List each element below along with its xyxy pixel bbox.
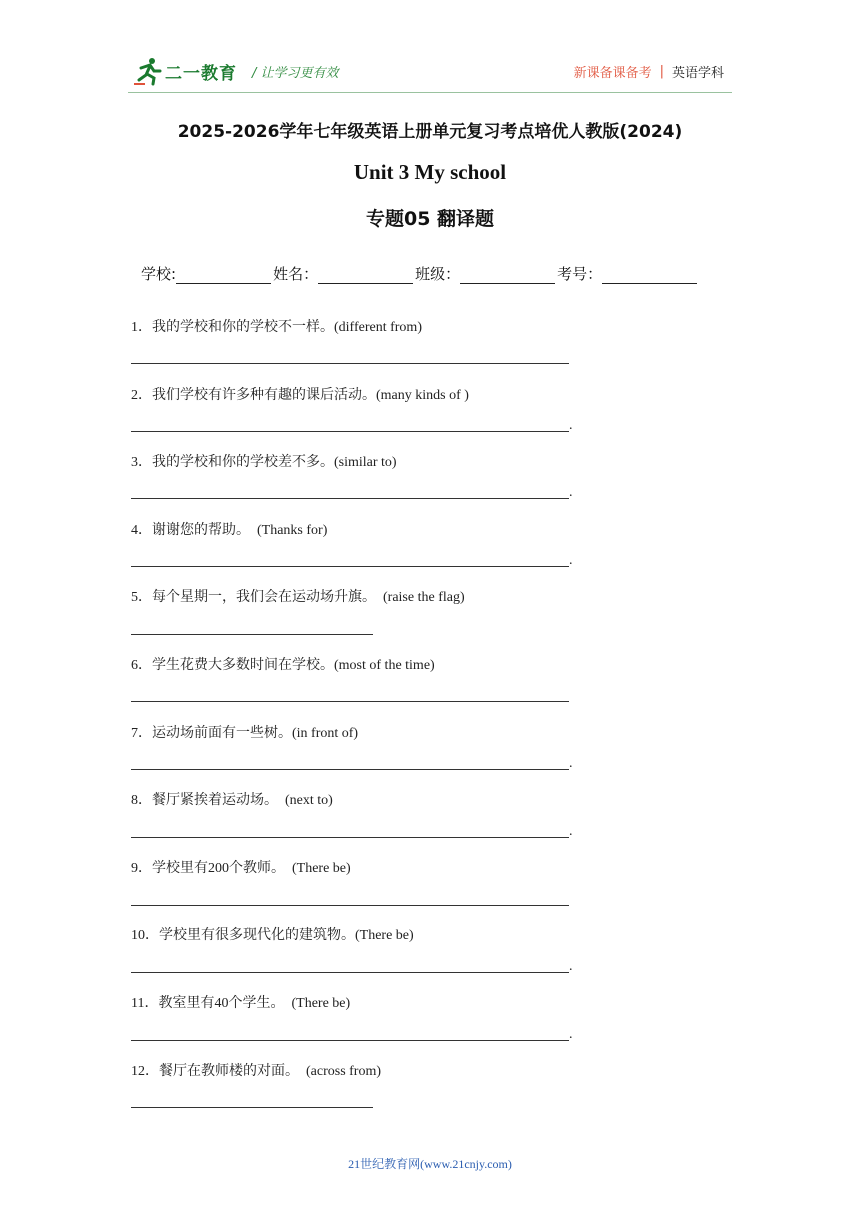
period-10: . xyxy=(569,959,573,974)
header-subject xyxy=(574,62,724,81)
answer-line-4[interactable] xyxy=(131,566,569,567)
period-4: . xyxy=(569,553,573,568)
exam-number-label: 考号： xyxy=(557,265,603,283)
answer-line-10[interactable] xyxy=(131,972,569,973)
exam-number-blank[interactable] xyxy=(602,266,697,284)
question-6: 6．学生花费大多数时间在学校。(most of the time) xyxy=(131,658,435,673)
answer-line-12[interactable] xyxy=(131,1107,373,1108)
header-separator: | xyxy=(659,64,664,79)
document-title: 2025-2026学年七年级英语上册单元复习考点培优人教版(2024) xyxy=(177,122,683,142)
topic-title: 专题05 翻译题 xyxy=(365,208,495,230)
answer-line-1[interactable] xyxy=(131,363,569,364)
slogan: / 让学习更有效 xyxy=(252,66,339,81)
question-9: 9．学校里有200个教师。 (There be) xyxy=(131,861,351,876)
header-subject-label: 英语学科 xyxy=(671,66,724,81)
school-label: 学校: xyxy=(141,265,177,283)
page-header xyxy=(0,50,860,95)
answer-line-11[interactable] xyxy=(131,1040,569,1041)
question-1: 1．我的学校和你的学校不一样。(different from) xyxy=(131,320,422,335)
name-label: 姓名： xyxy=(273,265,319,283)
period-7: . xyxy=(569,756,573,771)
question-7: 7．运动场前面有一些树。(in front of) xyxy=(131,726,359,741)
answer-line-2[interactable] xyxy=(131,431,569,432)
question-8: 8．餐厅紧挨着运动场。 (next to) xyxy=(131,793,333,808)
question-4: 4．谢谢您的帮助。 (Thanks for) xyxy=(131,523,328,538)
class-label: 班级： xyxy=(415,265,461,283)
name-blank[interactable] xyxy=(318,266,413,284)
logo-text: 二一教育 xyxy=(165,63,237,84)
class-blank[interactable] xyxy=(460,266,555,284)
question-5: 5．每个星期一，我们会在运动场升旗。 (raise the flag) xyxy=(131,590,465,605)
runner-icon xyxy=(133,56,163,86)
answer-line-9[interactable] xyxy=(131,905,569,906)
school-blank[interactable] xyxy=(176,266,271,284)
question-3: 3．我的学校和你的学校差不多。(similar to) xyxy=(131,455,397,470)
header-divider xyxy=(128,92,732,93)
answer-line-6[interactable] xyxy=(131,701,569,702)
answer-line-7[interactable] xyxy=(131,769,569,770)
period-8: . xyxy=(569,824,573,839)
period-2: . xyxy=(569,418,573,433)
student-info-row xyxy=(141,263,699,284)
question-10: 10．学校里有很多现代化的建筑物。(There be) xyxy=(131,928,414,943)
answer-line-8[interactable] xyxy=(131,837,569,838)
period-11: . xyxy=(569,1027,573,1042)
header-course-label: 新课备课备考 xyxy=(573,66,652,81)
page-footer[interactable]: 21世纪教育网(www.21cnjy.com) xyxy=(348,1157,512,1171)
unit-title: Unit 3 My school xyxy=(353,160,507,184)
question-2: 2．我们学校有许多种有趣的课后活动。(many kinds of ) xyxy=(131,388,469,403)
question-12: 12．餐厅在教师楼的对面。 (across from) xyxy=(131,1064,382,1079)
period-3: . xyxy=(569,485,573,500)
brand-logo xyxy=(133,56,237,86)
question-11: 11．教室里有40个学生。 (There be) xyxy=(131,996,351,1011)
answer-line-3[interactable] xyxy=(131,498,569,499)
answer-line-5[interactable] xyxy=(131,634,373,635)
